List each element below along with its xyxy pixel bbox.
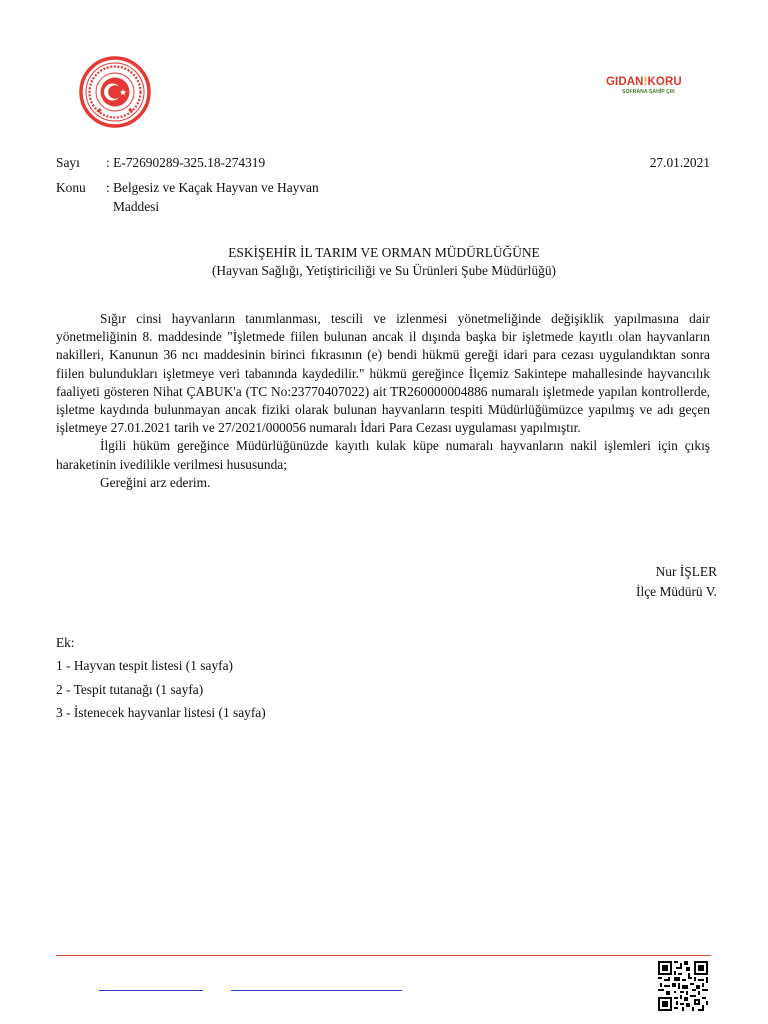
brand-name-part2: KORU bbox=[647, 76, 682, 88]
attachment-item: 3 - İstenecek hayvanlar listesi (1 sayfa) bbox=[56, 704, 266, 720]
sayi-value: : E-72690289-325.18-274319 bbox=[106, 155, 266, 170]
qr-code-icon[interactable] bbox=[658, 961, 708, 1011]
konu-label: Konu bbox=[56, 180, 86, 195]
ministry-seal-icon bbox=[79, 56, 151, 128]
konu-value-line1: : Belgesiz ve Kaçak Hayvan ve Hayvan bbox=[106, 180, 319, 195]
brand-separator-icon: ! bbox=[643, 76, 648, 88]
attachment-item: 2 - Tespit tutanağı (1 sayfa) bbox=[56, 681, 204, 697]
body-paragraph-1: Sığır cinsi hayvanların tanımlanması, tescili ve izlenmesi yönetmeliğinde değişiklik yapılmasına dair yönetmeliğinin 8. maddesinde "İşletmede fiilen bulunan ancak il dışında başka bir işletmede kayıtlı olan hayvanların nakilleri, Kanunun 36 ncı maddesinin birinci fıkrasının (e) bendi hükmü gereği idari para cezası uygulandıktan sonra fiilen bulundukları işletmeye veri tabanında kaydedilir." hükmü gereğince İlçemiz Sakintepe mahallesinde hayvancılık faaliyeti gösteren Nihat ÇABUK'a (TC No:23770407022) ait TR260000004886 numaralı işletmede yapılan kontrollerde, işletme kaydında bulunmayan ancak fiziki olarak bulunan hayvanların tespiti Müdürlüğümüzce yapılmış ve adı geçen işletmeye 27.01.2021 tarih ve 27/2021/000056 numaralı İdari Para Cezası uygulaması yapılmıştır. bbox=[56, 311, 710, 436]
konu-value-line2: Maddesi bbox=[113, 199, 160, 214]
brand-tagline: SOFRANA SAHİP ÇIK bbox=[622, 89, 676, 95]
letter-body bbox=[56, 310, 710, 492]
addressee-block bbox=[0, 244, 768, 280]
document-date: 27.01.2021 bbox=[649, 155, 710, 170]
gidanikoru-logo bbox=[606, 76, 696, 104]
footer-divider bbox=[56, 955, 711, 956]
attachment-item: 1 - Hayvan tespit listesi (1 sayfa) bbox=[56, 658, 234, 674]
sayi-label: Sayı bbox=[56, 155, 80, 170]
footer-link-2[interactable] bbox=[231, 990, 402, 991]
body-paragraph-3: Gereğini arz ederim. bbox=[100, 474, 211, 490]
addressee-title: ESKİŞEHİR İL TARIM VE ORMAN MÜDÜRLÜĞÜNE bbox=[228, 245, 540, 260]
signature-block bbox=[636, 562, 717, 602]
signatory-title: İlçe Müdürü V. bbox=[636, 584, 717, 599]
footer-link-1[interactable] bbox=[99, 990, 203, 991]
attachments-label: Ek: bbox=[56, 635, 75, 650]
brand-name-part1: GIDAN bbox=[606, 76, 644, 88]
signatory-name: Nur İŞLER bbox=[655, 564, 717, 579]
addressee-subtitle: (Hayvan Sağlığı, Yetiştiriciliği ve Su Ürünleri Şube Müdürlüğü) bbox=[211, 263, 557, 278]
body-paragraph-2: İlgili hüküm gereğince Müdürlüğünüzde kayıtlı kulak küpe numaralı hayvanların nakil işlemleri için çıkış haraketinin ivedilikle verilmesi hususunda; bbox=[56, 438, 710, 472]
attachments-list bbox=[56, 631, 266, 724]
